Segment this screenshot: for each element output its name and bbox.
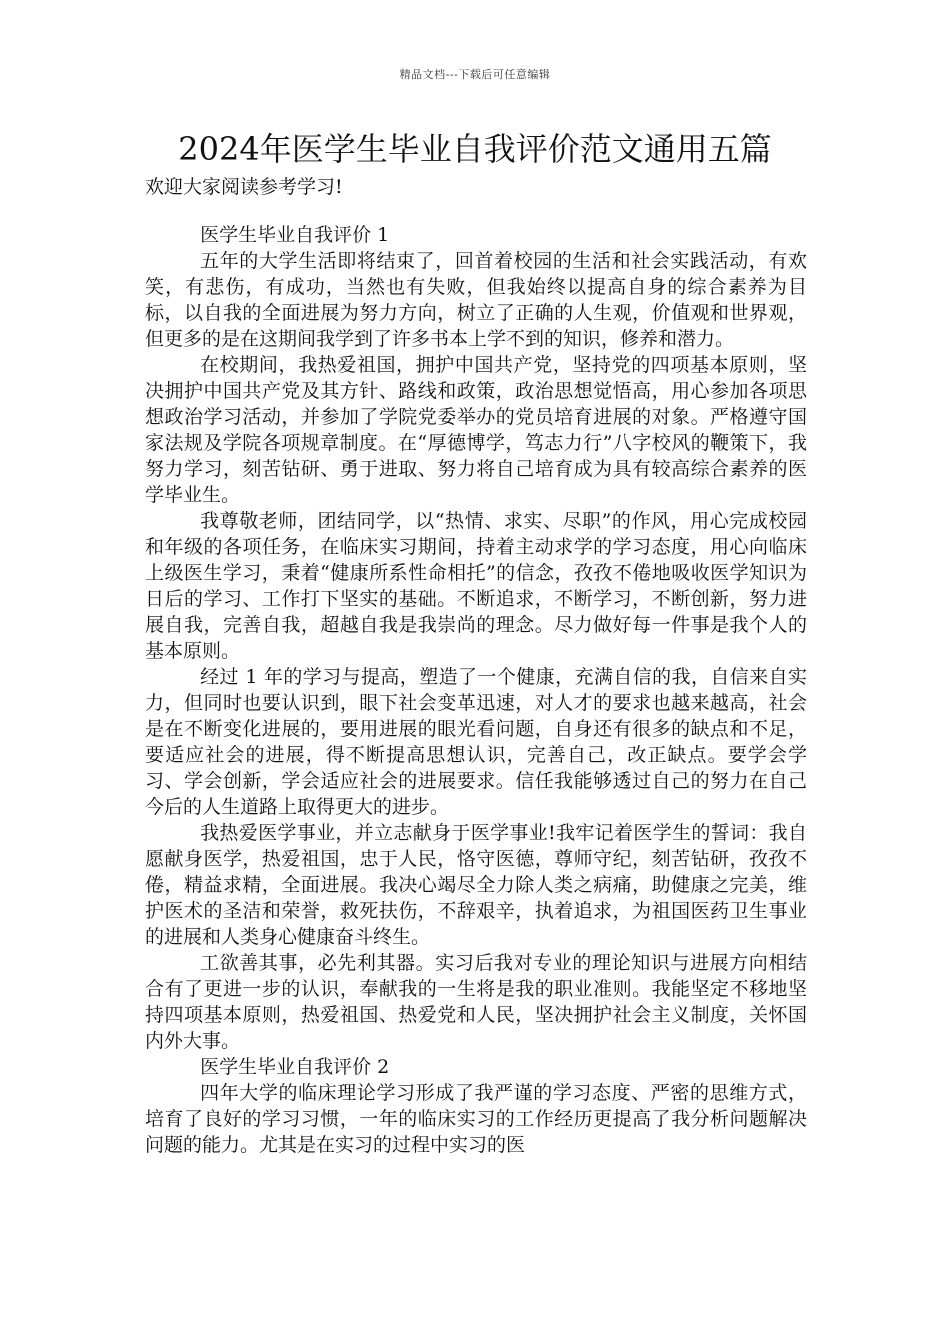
- section-heading: 医学生毕业自我评价 1: [200, 224, 390, 246]
- intro-text: 欢迎大家阅读参考学习!: [145, 176, 343, 198]
- paragraph: 我热爱医学事业，并立志献身于医学事业!我牢记着医学生的誓词：我自愿献身医学，热爱祖国，忠于人民，恪守医德，尊师守纪，刻苦钻研，孜孜不倦，精益求精，全面进展。我决心竭尽全力除人类之病痛，助健康之完美，维护医术的圣洁和荣誉，救死扶伤，不辞艰辛，执着追求，为祖国医药卫生事业的进展和人类身心健康奋斗终生。: [145, 822, 807, 948]
- header-note: 精品文档---下载后可任意编辑: [399, 68, 551, 81]
- section-heading: 医学生毕业自我评价 2: [200, 1056, 390, 1078]
- paragraph: 经过 1 年的学习与提高，塑造了一个健康，充满自信的我，自信来自实力，但同时也要认识到，眼下社会变革迅速，对人才的要求也越来越高，社会是在不断变化进展的，要用进展的眼光看问题，自身还有很多的缺点和不足，要适应社会的进展，得不断提高思想认识，完善自己，改正缺点。要学会学习、学会创新，学会适应社会的进展要求。信任我能够透过自己的努力在自己今后的人生道路上取得更大的进步。: [145, 666, 807, 818]
- paragraph: 在校期间，我热爱祖国，拥护中国共产党，坚持党的四项基本原则，坚决拥护中国共产党及其方针、路线和政策，政治思想觉悟高，用心参加各项思想政治学习活动，并参加了学院党委举办的党员培育进展的对象。严格遵守国家法规及学院各项规章制度。在“厚德博学，笃志力行”八字校风的鞭策下，我努力学习，刻苦钻研、勇于进取、努力将自己培育成为具有较高综合素养的医学毕业生。: [145, 354, 807, 506]
- document-title: 2024年医学生毕业自我评价范文通用五篇: [178, 130, 772, 168]
- paragraph: 四年大学的临床理论学习形成了我严谨的学习态度、严密的思维方式，培育了良好的学习习惯，一年的临床实习的工作经历更提高了我分析问题解决问题的能力。尤其是在实习的过程中实习的医: [145, 1082, 807, 1156]
- paragraph: 我尊敬老师，团结同学，以“热情、求实、尽职”的作风，用心完成校园和年级的各项任务，在临床实习期间，持着主动求学的学习态度，用心向临床上级医生学习，秉着“健康所系性命相托”的信念，孜孜不倦地吸收医学知识为日后的学习、工作打下坚实的基础。不断追求，不断学习，不断创新，努力进展自我，完善自我，超越自我是我崇尚的理念。尽力做好每一件事是我个人的基本原则。: [145, 510, 807, 662]
- paragraph: 工欲善其事，必先利其器。实习后我对专业的理论知识与进展方向相结合有了更进一步的认识，奉献我的一生将是我的职业准则。我能坚定不移地坚持四项基本原则，热爱祖国、热爱党和人民，坚决拥护社会主义制度，关怀国内外大事。: [145, 952, 807, 1052]
- document-body: [145, 222, 807, 1158]
- paragraph: 五年的大学生活即将结束了，回首着校园的生活和社会实践活动，有欢笑，有悲伤，有成功，当然也有失败，但我始终以提高自身的综合素养为目标，以自我的全面进展为努力方向，树立了正确的人生观，价值观和世界观，但更多的是在这期间我学到了许多书本上学不到的知识，修养和潜力。: [145, 250, 807, 350]
